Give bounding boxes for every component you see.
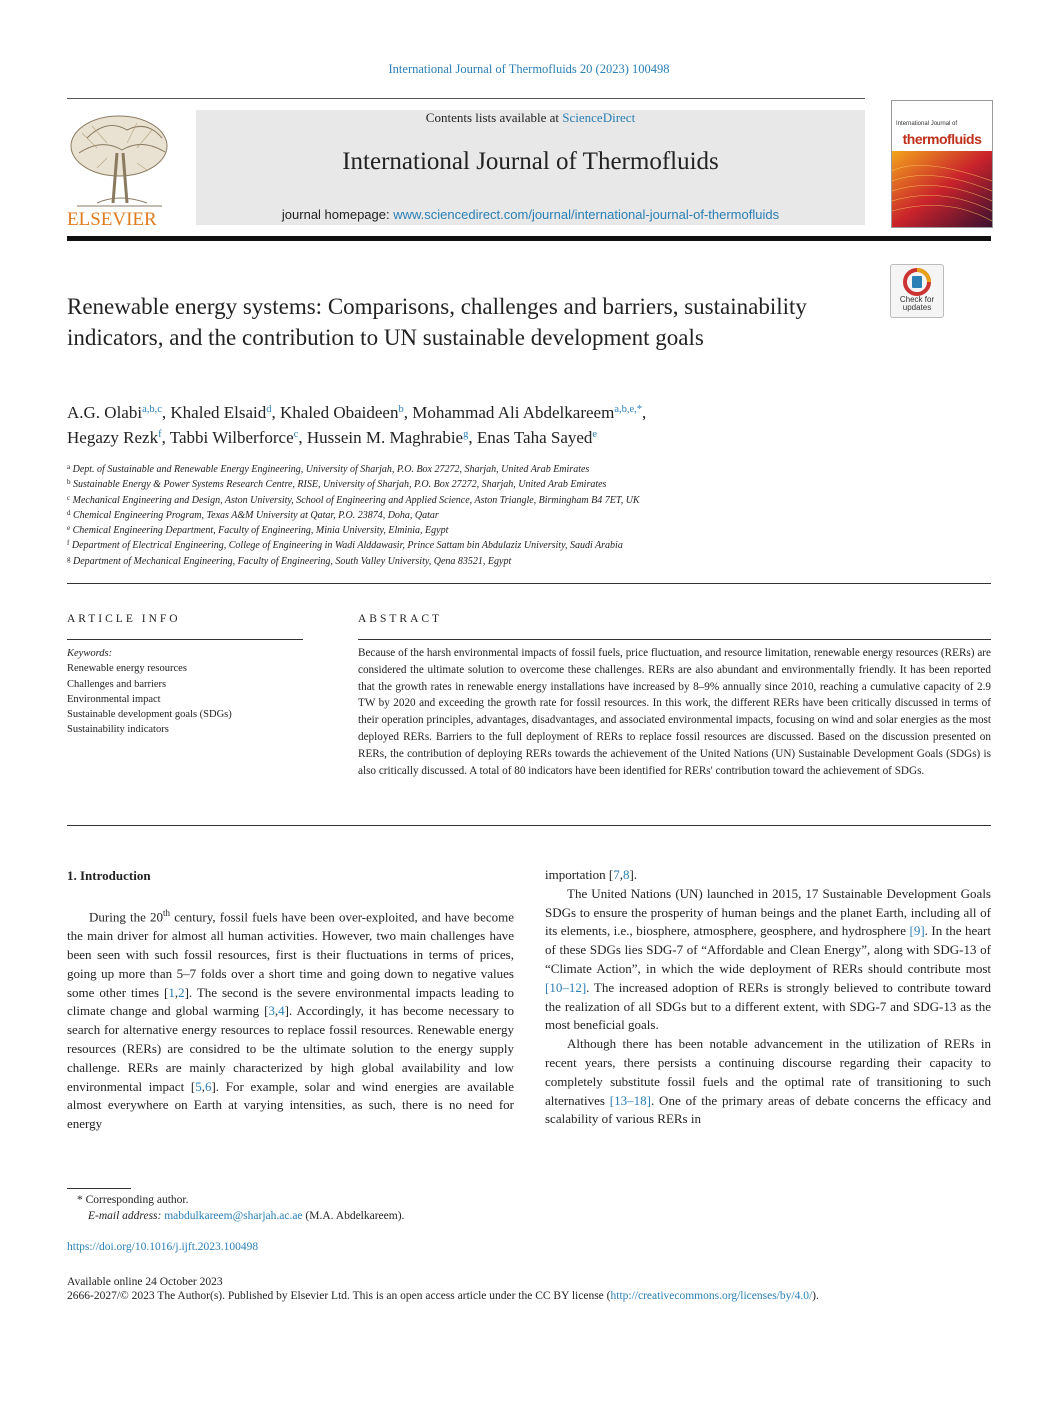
author-list: [67, 400, 967, 450]
header-thick-rule: [67, 236, 991, 241]
affiliation-text: Mechanical Engineering and Design, Aston University, School of Engineering and Applied Science, Aston Triangle, Birmingham B4 7ET, UK: [72, 494, 640, 506]
citation-link[interactable]: 1: [168, 984, 175, 1000]
author[interactable]: Tabbi Wilberforce: [169, 428, 294, 447]
license-end: ).: [812, 1290, 819, 1303]
publisher-logo-text: ELSEVIER: [67, 209, 157, 228]
text-run: . The increased adoption of RERs is strongly believed to contribute toward the realization of all SDGs but to a different extent, with SDG-7 and SDG-13 as the most beneficial goals.: [545, 979, 991, 1033]
contents-line: [196, 110, 865, 126]
abstract-rule: [358, 639, 991, 640]
keywords-label: Keywords:: [67, 648, 113, 659]
affiliation-text: Dept. of Sustainable and Renewable Energy Engineering, University of Sharjah, P.O. Box 27272, Sharjah, United Arab Emirates: [72, 464, 590, 475]
intro-paragraph: [545, 866, 991, 885]
author[interactable]: Khaled Elsaid: [170, 403, 267, 422]
cover-title: thermofluids: [902, 131, 982, 147]
text-run: ,: [174, 984, 179, 1000]
intro-right-column: [545, 866, 991, 1129]
header-rule: [67, 98, 865, 99]
text-run: . In the heart of these SDGs lies SDG-7 of “Affordable and Clean Energy”, along with SDG-13 of “Climate Action”, in which the wide deployment of RERs should contribute most: [545, 923, 991, 976]
author-affiliation-marker[interactable]: c: [293, 429, 299, 440]
author-affiliation-marker[interactable]: f: [158, 429, 162, 440]
affiliation: [67, 554, 967, 569]
keyword: Environmental impact: [67, 693, 161, 705]
email-link[interactable]: mabdulkareem@sharjah.ac.ae: [164, 1209, 303, 1222]
license-link[interactable]: http://creativecommons.org/licenses/by/4.0/: [610, 1290, 813, 1303]
text-run: ,: [619, 867, 623, 882]
citation-link[interactable]: [13–18]: [609, 1092, 651, 1108]
author-separator: ,: [298, 428, 307, 447]
intro-paragraph: [545, 1035, 991, 1129]
citation-link[interactable]: 5: [195, 1078, 202, 1094]
contents-prefix: Contents lists available at: [425, 110, 563, 125]
elsevier-logo: [67, 108, 172, 228]
affiliation-key: d: [67, 508, 71, 517]
text-run: . One of the primary areas of debate concerns the efficacy and scalability of various RERs in: [545, 1092, 992, 1127]
text-run: ].: [629, 867, 638, 882]
author-affiliation-marker[interactable]: g: [463, 429, 469, 440]
text-run: century, fossil fuels have been over-exploited, and have become the main driver for almost all human activities. However, two main challenges have been seen with such fossil resources, first is their fluctuations in terms of prices, going up more than 5–7 folds over a short time and going down to negative values some other times [: [67, 909, 514, 1000]
affiliation-key: e: [67, 524, 71, 533]
citation-link[interactable]: 3: [268, 1003, 275, 1019]
check-updates-label: Check for updates: [899, 295, 935, 312]
affiliation: [67, 493, 967, 508]
keyword: Renewable energy resources: [67, 663, 187, 675]
affiliation-text: Chemical Engineering Program, Texas A&M University at Qatar, P.O. 23874, Doha, Qatar: [73, 509, 439, 521]
author-affiliation-marker[interactable]: a,b,e,*: [614, 404, 643, 415]
check-updates-icon: [891, 267, 943, 297]
author[interactable]: Hussein M. Maghrabie: [306, 428, 464, 447]
affiliation: [67, 462, 967, 477]
keyword: Challenges and barriers: [67, 678, 167, 690]
available-online: Available online 24 October 2023: [67, 1276, 223, 1288]
affiliation-key: c: [67, 493, 71, 502]
keyword: Sustainable development goals (SDGs): [67, 709, 232, 721]
cover-art-icon: [892, 101, 992, 227]
citation-link[interactable]: [9]: [909, 923, 925, 939]
keyword: Sustainability indicators: [67, 724, 169, 736]
affiliation: [67, 538, 967, 553]
text-run: Although there has been notable advancement in the utilization of RERs in recent years, there persists a continuing discourse regarding their capacity to completely substitute fossil fuels and the optimal rate of transitioning to such alternatives: [545, 1036, 991, 1108]
author[interactable]: A.G. Olabi: [67, 403, 143, 422]
affiliation-text: Department of Mechanical Engineering, Faculty of Engineering, South Valley University, Qena 83521, Egypt: [73, 555, 512, 567]
citation-link[interactable]: 4: [278, 1003, 285, 1019]
author-separator: ,: [161, 428, 170, 447]
citation-link[interactable]: 8: [623, 867, 630, 882]
author-affiliation-marker[interactable]: d: [266, 404, 272, 415]
homepage-prefix: journal homepage:: [281, 207, 394, 222]
affiliation-list: [67, 462, 967, 569]
author-separator: ,: [161, 403, 171, 422]
journal-cover: [891, 100, 993, 228]
author-affiliation-marker[interactable]: e: [592, 429, 598, 440]
text-run: ,: [201, 1078, 205, 1094]
text-run: importation [: [545, 867, 614, 882]
doi-link[interactable]: https://doi.org/10.1016/j.ijft.2023.100498: [67, 1241, 259, 1253]
elsevier-tree-icon: [67, 108, 172, 228]
footnote: [67, 1193, 667, 1224]
abstract-heading: ABSTRACT: [358, 613, 443, 625]
corresponding-author-note: * Corresponding author.: [77, 1194, 189, 1206]
email-label: E-mail address:: [88, 1209, 165, 1222]
author[interactable]: Enas Taha Sayed: [476, 428, 593, 447]
affiliations-rule: [67, 583, 991, 584]
introduction-heading: 1. Introduction: [67, 868, 151, 883]
author-affiliation-marker[interactable]: b: [398, 404, 404, 415]
text-run: During the 20: [89, 909, 164, 925]
cover-subtitle: International Journal of: [896, 121, 958, 127]
citation-link[interactable]: 7: [613, 867, 620, 882]
affiliation-text: Department of Electrical Engineering, College of Engineering in Wadi Alddawasir, Prince Sattam bin Abdulaziz University, Saudi Arabia: [71, 540, 623, 552]
author[interactable]: Hegazy Rezk: [67, 428, 159, 447]
author-separator: ,: [271, 403, 280, 422]
keywords-block: [67, 646, 307, 738]
license-text: 2666-2027/© 2023 The Author(s). Published by Elsevier Ltd. This is an open access article under the CC BY license (: [67, 1290, 611, 1303]
affiliation-text: Chemical Engineering Department, Faculty of Engineering, Minia University, Elminia, Egypt: [72, 525, 449, 537]
text-run: ]. For example, solar and wind energies are available almost everywhere on Earth at varying intensities, as such, there is no need for energy: [67, 1078, 514, 1132]
affiliation-text: Sustainable Energy & Power Systems Research Centre, RISE, University of Sharjah, P.O. Box 27272, Sharjah, United Arab Emirates: [73, 479, 607, 491]
abstract-text: Because of the harsh environmental impacts of fossil fuels, price fluctuation, and resource limitation, renewable energy resources (RERs) are considered the ultimate solution to overcome these challenges. RERs are also abundant and environmentally friendly. It has been reported that the growth rates in renewable energy installations have increased by 8–9% annually since 2010, reaching a cumulative capacity of 2.9 TW by 2020 and exceeding the growth rate for fossil resources. In this work, the different RERs have been critically discussed in terms of their operation principles, advantages, disadvantages, and associated environmental impacts, focusing on wind and solar energies as the most deployed RERs. Barriers to the full deployment of RERs to replace fossil resources are discussed. Based on the discussion presented on RERs, the contribution of deploying RERs towards the achievement of the United Nations (UN) Sustainable Development Goals (SDGs) is also critically discussed. A total of 80 indicators have been identified for RERs' contribution toward the achievement of SDGs.: [358, 647, 991, 777]
affiliation: [67, 523, 967, 538]
author-affiliation-marker[interactable]: a,b,c: [142, 404, 162, 415]
publication-info: [67, 1275, 997, 1303]
journal-title: International Journal of Thermofluids: [342, 148, 719, 175]
article-info-rule: [67, 639, 303, 640]
homepage-link[interactable]: www.sciencedirect.com/journal/international-journal-of-thermofluids: [393, 207, 780, 222]
check-for-updates-button[interactable]: [890, 264, 944, 318]
author-separator: ,: [642, 403, 647, 422]
affiliation-key: g: [67, 554, 71, 563]
text-run: The United Nations (UN) launched in 2015, 17 Sustainable Development Goals SDGs to ensure the prosperity of human beings and the planet Earth, including all of its elements, i.e., biosphere, atmosphere, geosphere, and hydrosphere: [545, 885, 991, 939]
citation-link[interactable]: 6: [204, 1078, 212, 1094]
text-run: ]. The second is the severe environmental impacts leading to climate change and global warming [: [67, 984, 514, 1019]
journal-citation[interactable]: International Journal of Thermofluids 20 (2023) 100498: [388, 62, 670, 76]
license-line: [67, 1289, 997, 1303]
affiliation-key: f: [67, 539, 70, 548]
author-separator: ,: [468, 428, 477, 447]
author[interactable]: Mohammad Ali Abdelkareem: [412, 403, 615, 422]
citation-link[interactable]: 2: [178, 984, 185, 1000]
intro-left-column: [67, 904, 514, 1134]
journal-homepage: [196, 207, 865, 222]
affiliation-key: b: [67, 478, 71, 487]
text-run: ,: [274, 1003, 279, 1019]
email-note: [67, 1209, 667, 1225]
affiliation-key: a: [67, 463, 71, 471]
abstract-bottom-rule: [67, 825, 991, 826]
citation-link[interactable]: [10–12]: [545, 979, 587, 995]
footnote-rule: [67, 1188, 131, 1189]
superscript: th: [163, 908, 171, 918]
article-info-heading: ARTICLE INFO: [67, 613, 181, 625]
author[interactable]: Khaled Obaideen: [280, 403, 399, 422]
text-run: ]. Accordingly, it has become necessary to search for alternative energy resources to replace fossil resources. Renewable energy resources (RERs) are considred to be the ultimate solution to the energy supply challenge. RERs are mainly characterized by high global availability and low environmental impact [: [67, 1003, 514, 1094]
affiliation: [67, 477, 967, 492]
email-owner: (M.A. Abdelkareem).: [302, 1209, 405, 1222]
article-title: Renewable energy systems: Comparisons, challenges and barriers, sustainability indicators, and the contribution to UN sustainable development goals: [67, 294, 807, 350]
sciencedirect-link[interactable]: ScienceDirect: [562, 110, 636, 125]
affiliation: [67, 508, 967, 523]
intro-paragraph: [545, 885, 991, 1035]
intro-paragraph: [67, 904, 514, 1134]
author-separator: ,: [403, 403, 413, 422]
